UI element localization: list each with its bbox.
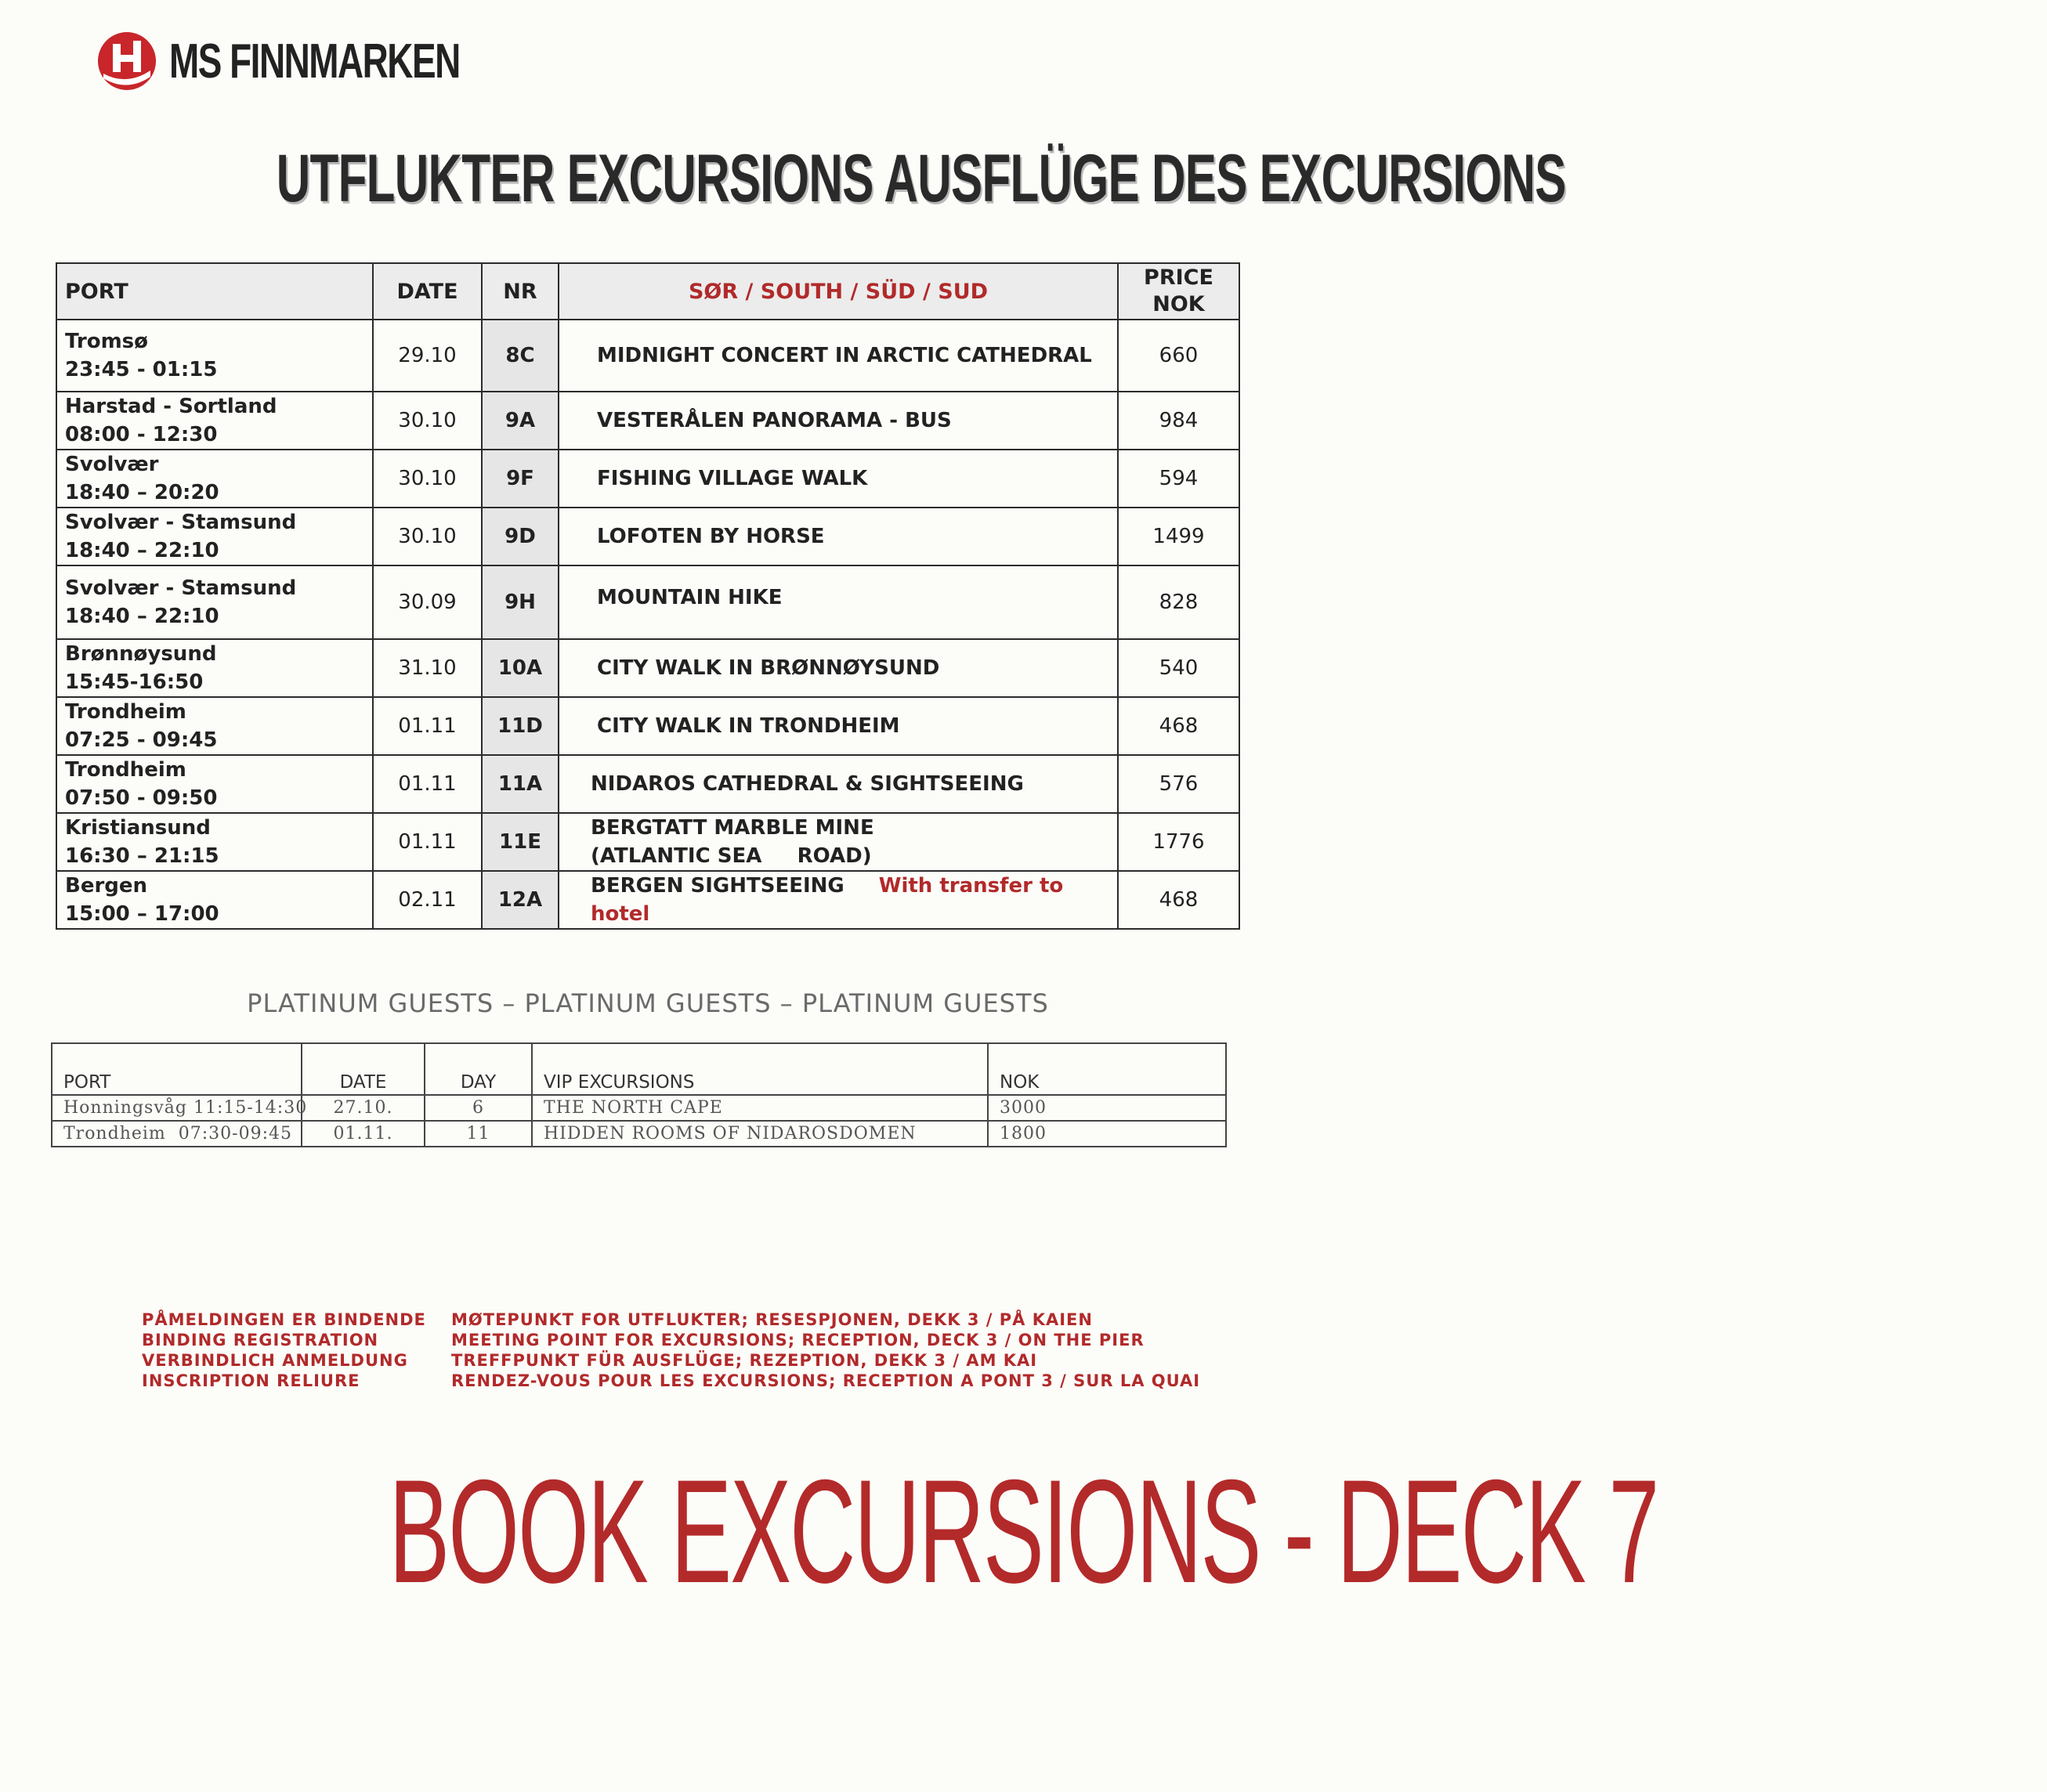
excursion-name: CITY WALK IN TRONDHEIM <box>597 714 900 738</box>
excursion-name: BERGTATT MARBLE MINE <box>591 816 874 840</box>
excursion-name: CITY WALK IN BRØNNØYSUND <box>597 656 940 680</box>
cell-excursion <box>559 565 1118 639</box>
table-row <box>56 813 1239 871</box>
brand-logo <box>96 30 562 92</box>
table-row <box>56 755 1239 813</box>
cell-nr: 12A <box>482 871 559 929</box>
cell-port <box>56 871 373 929</box>
port-time: 15:45-16:50 <box>65 670 204 694</box>
port-name: Harstad - Sortland <box>65 395 277 418</box>
cell-date: 02.11 <box>373 871 482 929</box>
port-name: Svolvær - Stamsund <box>65 511 297 534</box>
port-time: 18:40 – 22:10 <box>65 539 219 562</box>
table-row <box>52 1095 1226 1121</box>
cell-excursion <box>559 450 1118 508</box>
platinum-table <box>51 1042 1227 1147</box>
cell-date: 31.10 <box>373 639 482 697</box>
port-time: 16:30 – 21:15 <box>65 844 219 868</box>
excursion-schedule-table <box>56 262 1240 930</box>
port-name: Trondheim <box>65 758 186 782</box>
header-nr: NR <box>482 263 559 320</box>
registration-line: PÅMELDINGEN ER BINDENDE <box>142 1310 426 1329</box>
cell-price: 660 <box>1118 320 1239 392</box>
excursion-name-line2: (ATLANTIC SEA ROAD) <box>591 844 872 868</box>
schedule-header-row <box>56 263 1239 320</box>
cell-date: 30.10 <box>373 508 482 565</box>
cell-port <box>56 565 373 639</box>
cell-excursion <box>559 320 1118 392</box>
cell-excursion <box>559 813 1118 871</box>
cell-excursion <box>559 697 1118 755</box>
port-name: Svolvær <box>65 453 159 476</box>
table-row <box>56 508 1239 565</box>
cell-date: 01.11 <box>373 755 482 813</box>
port-time: 07:25 - 09:45 <box>65 728 218 752</box>
cell-excursion <box>559 639 1118 697</box>
hurtigruten-logo-icon <box>96 30 158 92</box>
platinum-header-date: DATE <box>302 1043 425 1095</box>
cell-port <box>56 755 373 813</box>
excursion-name: BERGEN SIGHTSEEING <box>591 874 844 898</box>
cell-price: 594 <box>1118 450 1239 508</box>
excursion-note: With transfer to hotel <box>591 874 1064 926</box>
port-name: Tromsø <box>65 330 148 353</box>
cell-excursion <box>559 508 1118 565</box>
platinum-cell-port: Trondheim 07:30-09:45 <box>52 1121 302 1147</box>
header-date: DATE <box>373 263 482 320</box>
excursion-name: LOFOTEN BY HORSE <box>597 525 825 548</box>
cell-excursion <box>559 392 1118 450</box>
port-name: Bergen <box>65 874 148 898</box>
port-name: Svolvær - Stamsund <box>65 576 297 600</box>
cell-date: 01.11 <box>373 697 482 755</box>
platinum-cell-excursion: HIDDEN ROOMS OF NIDAROSDOMEN <box>532 1121 988 1147</box>
excursion-name: NIDAROS CATHEDRAL & SIGHTSEEING <box>591 772 1024 796</box>
cell-price: 984 <box>1118 392 1239 450</box>
table-row <box>56 392 1239 450</box>
cell-nr: 9F <box>482 450 559 508</box>
platinum-cell-date: 27.10. <box>302 1095 425 1121</box>
cell-port <box>56 639 373 697</box>
registration-line: BINDING REGISTRATION <box>142 1331 379 1349</box>
meeting-point-line: TREFFPUNKT FÜR AUSFLÜGE; REZEPTION, DEKK 3 / AM KAI <box>451 1351 1038 1370</box>
cell-excursion <box>559 871 1118 929</box>
table-row <box>52 1121 1226 1147</box>
cell-date: 30.10 <box>373 450 482 508</box>
cell-nr: 11D <box>482 697 559 755</box>
page-title: UTFLUKTER EXCURSIONS AUSFLÜGE DES EXCURSIONS <box>276 141 1566 216</box>
cell-date: 30.09 <box>373 565 482 639</box>
port-time: 08:00 - 12:30 <box>65 423 218 446</box>
cell-nr: 11E <box>482 813 559 871</box>
port-name: Kristiansund <box>65 816 211 840</box>
port-name: Brønnøysund <box>65 642 217 666</box>
table-row <box>56 639 1239 697</box>
platinum-cell-day: 6 <box>425 1095 532 1121</box>
port-time: 18:40 – 20:20 <box>65 481 219 504</box>
header-price: PRICE NOK <box>1118 263 1239 320</box>
platinum-title: PLATINUM GUESTS – PLATINUM GUESTS – PLATINUM GUESTS <box>247 988 1049 1018</box>
registration-notice <box>142 1310 426 1391</box>
cell-port <box>56 320 373 392</box>
cell-port <box>56 508 373 565</box>
platinum-header-row <box>52 1043 1226 1095</box>
header-south: SØR / SOUTH / SÜD / SUD <box>559 263 1118 320</box>
platinum-cell-nok: 3000 <box>988 1095 1226 1121</box>
table-row <box>56 871 1239 929</box>
meeting-point-line: MEETING POINT FOR EXCURSIONS; RECEPTION, DECK 3 / ON THE PIER <box>451 1331 1145 1349</box>
brand-name: MS FINNMARKEN <box>169 34 460 89</box>
cell-port <box>56 813 373 871</box>
platinum-cell-port: Honningsvåg 11:15-14:30 <box>52 1095 302 1121</box>
port-time: 18:40 – 22:10 <box>65 605 219 628</box>
table-row <box>56 565 1239 639</box>
cell-date: 01.11 <box>373 813 482 871</box>
cell-port <box>56 450 373 508</box>
table-row <box>56 450 1239 508</box>
table-row <box>56 320 1239 392</box>
port-time: 07:50 - 09:50 <box>65 786 218 810</box>
cell-date: 29.10 <box>373 320 482 392</box>
platinum-header-nok: NOK <box>988 1043 1226 1095</box>
cell-port <box>56 697 373 755</box>
book-excursions-banner: BOOK EXCURSIONS - DECK 7 <box>389 1449 1658 1613</box>
cell-price: 468 <box>1118 697 1239 755</box>
excursion-name: MIDNIGHT CONCERT IN ARCTIC CATHEDRAL <box>597 344 1092 367</box>
meeting-point-line: MØTEPUNKT FOR UTFLUKTER; RESESPJONEN, DEKK 3 / PÅ KAIEN <box>451 1310 1093 1329</box>
platinum-header-day: DAY <box>425 1043 532 1095</box>
platinum-cell-nok: 1800 <box>988 1121 1226 1147</box>
cell-date: 30.10 <box>373 392 482 450</box>
meeting-point-line: RENDEZ-VOUS POUR LES EXCURSIONS; RECEPTION A PONT 3 / SUR LA QUAI <box>451 1371 1201 1390</box>
cell-price: 828 <box>1118 565 1239 639</box>
platinum-cell-day: 11 <box>425 1121 532 1147</box>
cell-price: 1776 <box>1118 813 1239 871</box>
port-time: 15:00 – 17:00 <box>65 902 219 926</box>
platinum-cell-date: 01.11. <box>302 1121 425 1147</box>
table-row <box>56 697 1239 755</box>
cell-nr: 9D <box>482 508 559 565</box>
cell-excursion <box>559 755 1118 813</box>
excursion-name: VESTERÅLEN PANORAMA - BUS <box>597 409 952 432</box>
port-time: 23:45 - 01:15 <box>65 358 218 381</box>
cell-port <box>56 392 373 450</box>
cell-price: 1499 <box>1118 508 1239 565</box>
registration-line: VERBINDLICH ANMELDUNG <box>142 1351 408 1370</box>
excursion-name: FISHING VILLAGE WALK <box>597 467 868 490</box>
cell-nr: 9A <box>482 392 559 450</box>
cell-price: 576 <box>1118 755 1239 813</box>
cell-nr: 10A <box>482 639 559 697</box>
header-port: PORT <box>56 263 373 320</box>
registration-line: INSCRIPTION RELIURE <box>142 1371 360 1390</box>
cell-price: 540 <box>1118 639 1239 697</box>
platinum-header-vip: VIP EXCURSIONS <box>532 1043 988 1095</box>
excursion-name: MOUNTAIN HIKE <box>597 586 783 609</box>
cell-nr: 11A <box>482 755 559 813</box>
cell-price: 468 <box>1118 871 1239 929</box>
cell-nr: 9H <box>482 565 559 639</box>
platinum-cell-excursion: THE NORTH CAPE <box>532 1095 988 1121</box>
meeting-point-notice <box>451 1310 1200 1391</box>
cell-nr: 8C <box>482 320 559 392</box>
port-name: Trondheim <box>65 700 186 724</box>
platinum-header-port: PORT <box>52 1043 302 1095</box>
